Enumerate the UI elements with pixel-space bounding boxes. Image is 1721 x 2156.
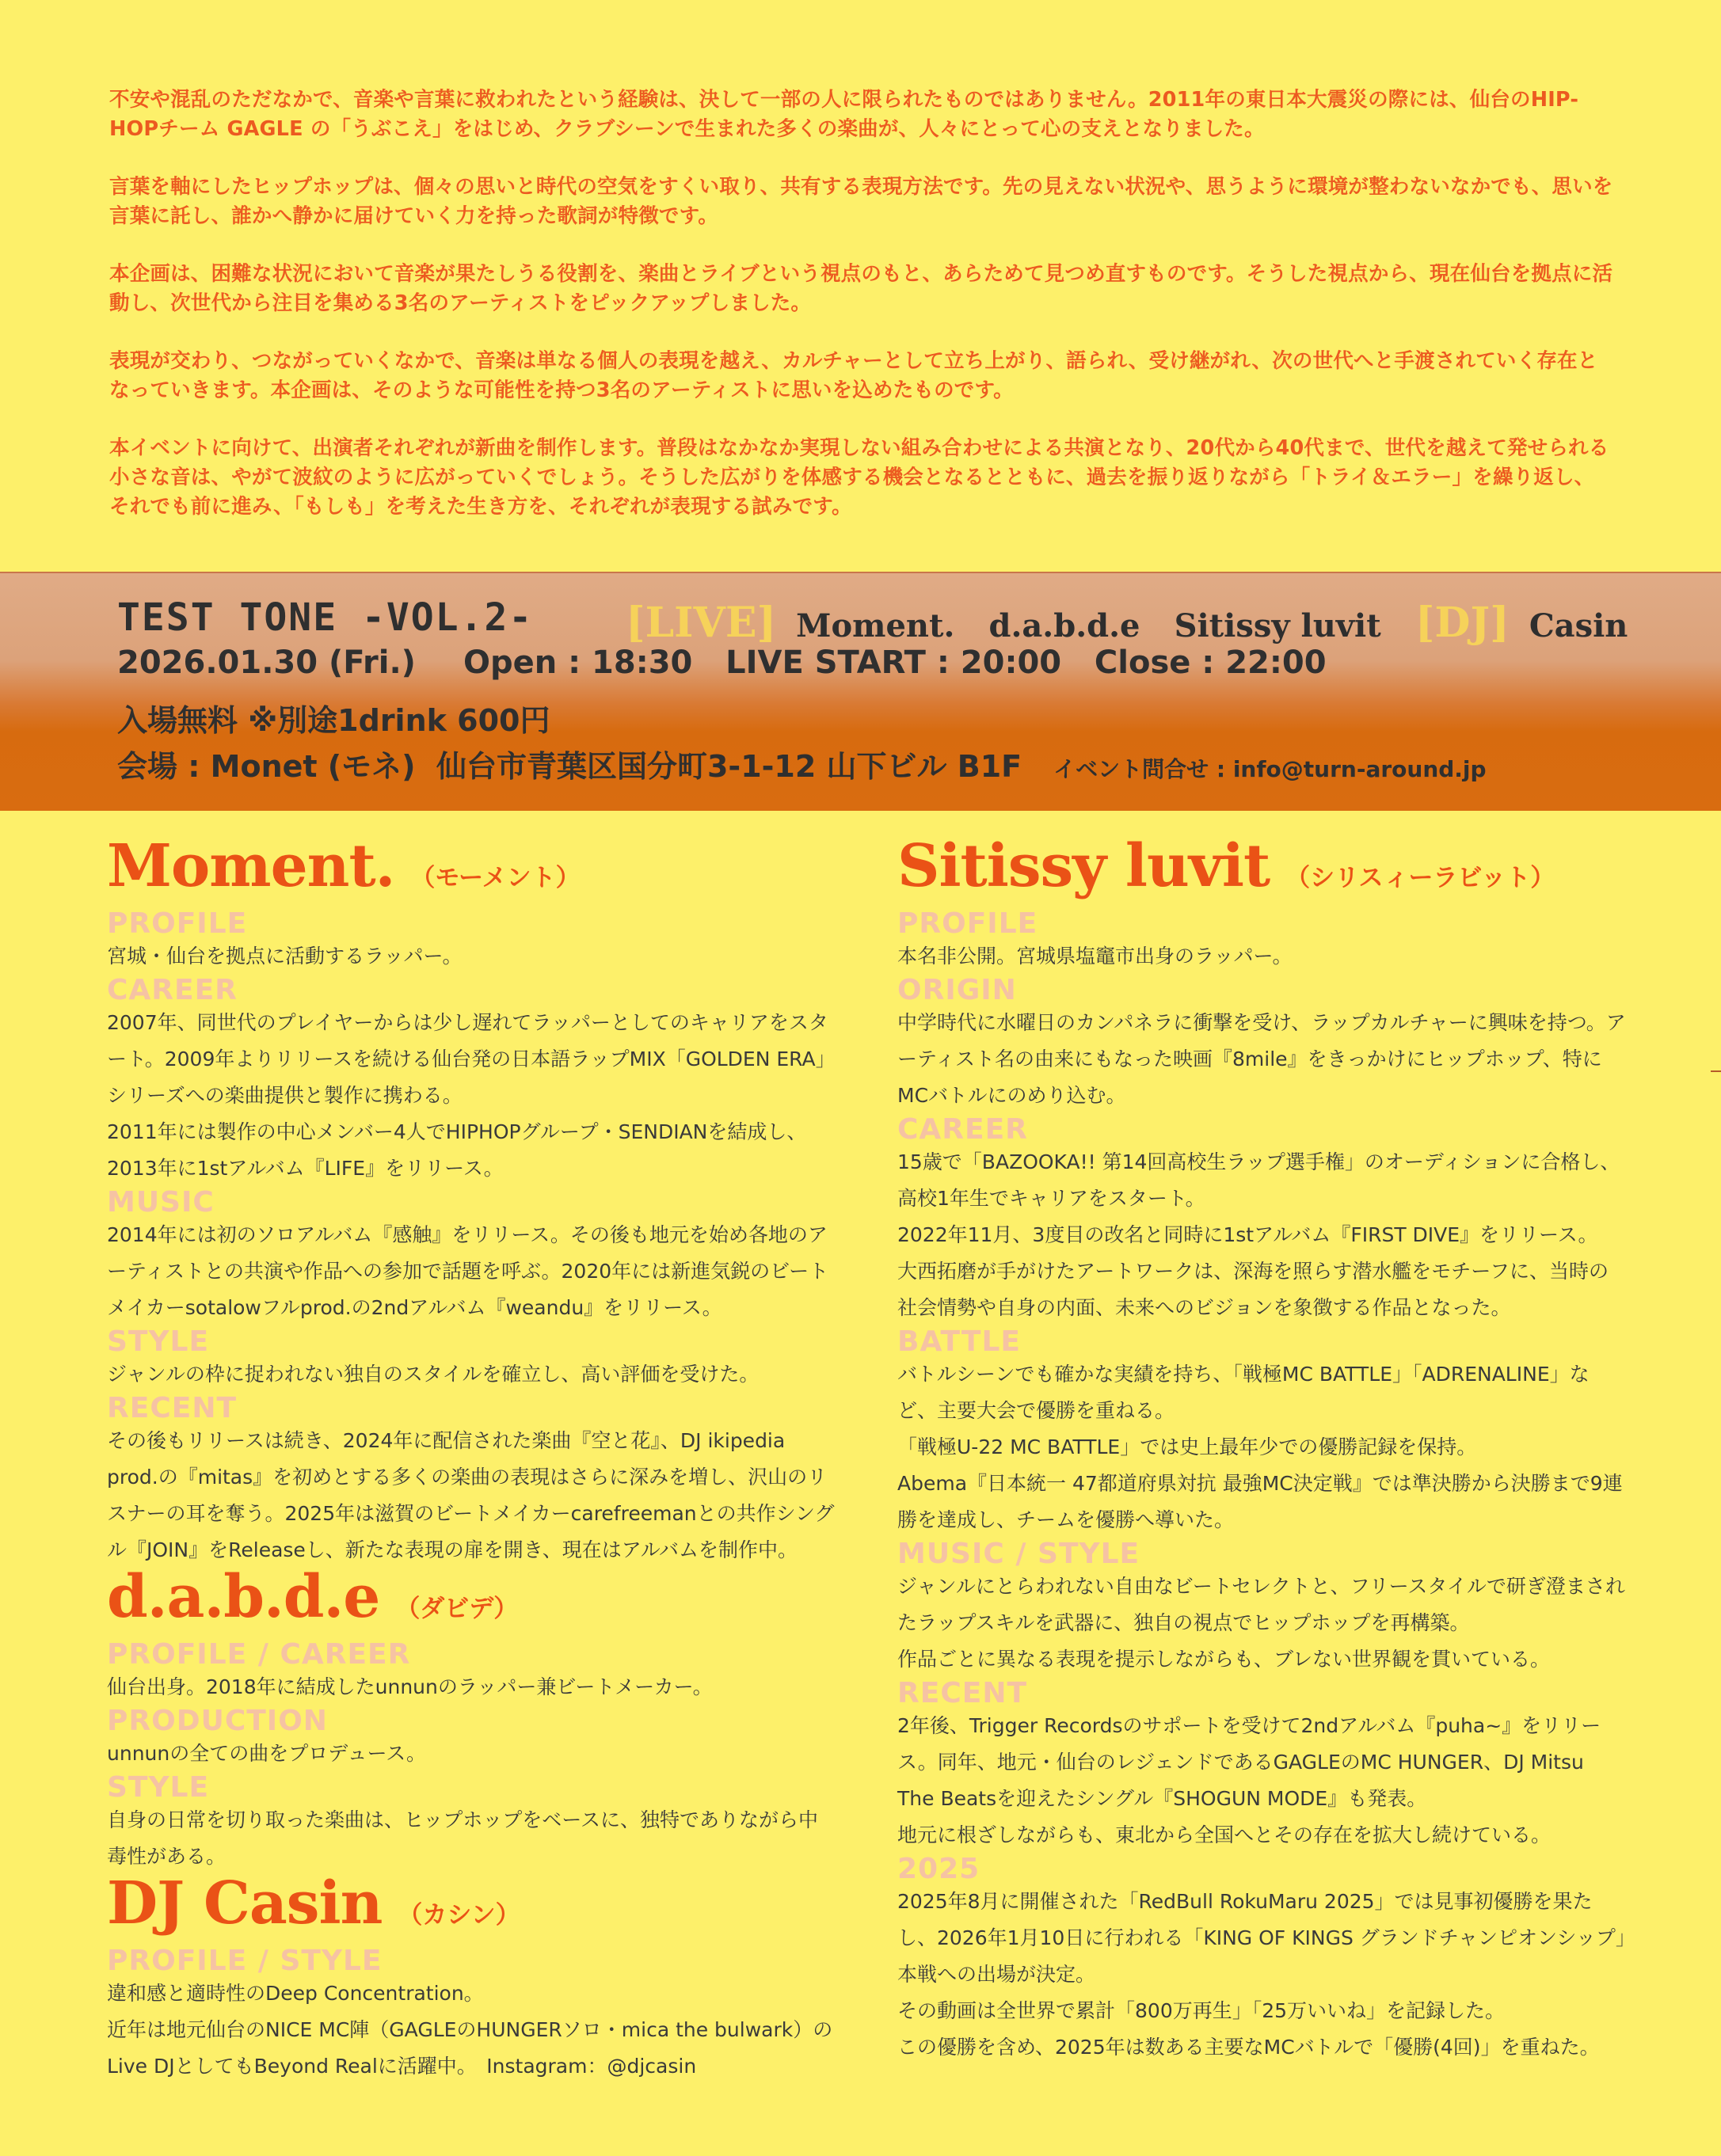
event-info-band bbox=[0, 572, 1721, 811]
section-text: 自身の日常を切り取った楽曲は、ヒップホップをベースに、独特でありながら中毒性がある。 bbox=[107, 1808, 819, 1868]
section-text: 2022年11月、3度目の改名と同時に1stアルバム『FIRST DIVE』をリリース。 bbox=[897, 1223, 1598, 1246]
event-venue: 会場 : Monet (モネ) 仙台市青葉区国分町3-1-12 山下ビル B1F bbox=[117, 749, 1022, 784]
artist-kana: （カシン） bbox=[398, 1901, 520, 1930]
section-label: PROFILE / CAREER bbox=[107, 1638, 411, 1671]
intro-paragraph: 表現が交わり、つながっていくなかで、音楽は単なる個人の表現を越え、カルチャーとして立ち上がり、語られ、受け継がれ、次の世代へと手渡されていく存在となっていきます。本企画は、そのような可能性を持つ3名のアーティストに思いを込めたものです。 bbox=[109, 349, 1598, 402]
section-text: 「戦極U-22 MC BATTLE」では史上最年少での優勝記録を保持。 bbox=[897, 1435, 1477, 1458]
event-date-row bbox=[117, 645, 1327, 681]
event-inquiry: イベント問合せ : info@turn-around.jp bbox=[1053, 756, 1487, 782]
section-text: Abema『日本統一 47都道府県対抗 最強MC決定戦』では準決勝から決勝まで9連勝を達成し、チームを優勝へ導いた。 bbox=[897, 1472, 1623, 1531]
section-label: BATTLE bbox=[897, 1325, 1021, 1358]
section-label: PROFILE bbox=[107, 907, 248, 940]
artist-heading-casin bbox=[107, 1869, 836, 1945]
section-text: 本名非公開。宮城県塩竈市出身のラッパー。 bbox=[897, 945, 1293, 968]
intro-paragraph: 本企画は、困難な状況において音楽が果たしうる役割を、楽曲とライブという視点のもと、あらためて見つめ直すものです。そうした視点から、現在仙台を拠点に活動し、次世代から注目を集める3名のアーティストをピックアップしました。 bbox=[109, 262, 1613, 315]
section-text: 15歳で「BAZOOKA!! 第14回高校生ラップ選手権」のオーディションに合格し、高校1年生でキャリアをスタート。 bbox=[897, 1150, 1620, 1210]
section-text: その動画は全世界で累計「800万再生」「25万いいね」を記録した。 bbox=[897, 1999, 1506, 2022]
section-text: 2007年、同世代のプレイヤーからは少し遅れてラッパーとしてのキャリアをスタート。2009年よりリリースを続ける仙台発の日本語ラップMIX「GOLDEN ERA」シリーズへの楽曲提供と製作に携わる。 bbox=[107, 1011, 836, 1107]
section-text: 大西拓磨が手がけたアートワークは、深海を照らす潜水艦をモチーフに、当時の社会情勢や自身の内面、未来へのビジョンを象徴する作品となった。 bbox=[897, 1260, 1609, 1319]
artist-heading-dabde bbox=[107, 1563, 836, 1639]
artist-name: Moment. bbox=[107, 832, 395, 900]
artist-name: d.a.b.d.e bbox=[107, 1563, 380, 1631]
artist-name: Sitissy luvit bbox=[897, 832, 1270, 900]
artist-heading-moment bbox=[107, 832, 836, 908]
left-column bbox=[107, 832, 836, 2085]
event-fee: 入場無料 ※別途1drink 600円 bbox=[117, 703, 550, 738]
section-label: ORIGIN bbox=[897, 974, 1017, 1006]
section-text: 中学時代に水曜日のカンパネラに衝撃を受け、ラップカルチャーに興味を持つ。アーティスト名の由来にもなった映画『8mile』をきっかけにヒップホップ、特にMCバトルにのめり込む。 bbox=[897, 1011, 1626, 1107]
section-text: 宮城・仙台を拠点に活動するラッパー。 bbox=[107, 945, 463, 968]
intro-paragraph: 不安や混乱のただなかで、音楽や言葉に救われたという経験は、決して一部の人に限られたものではありません。2011年の東日本大震災の際には、仙台のHIP-HOPチーム GAGLE の「うぶこえ」をはじめ、クラブシーンで生まれた多くの楽曲が、人々にとって心の支えとなりました。 bbox=[109, 88, 1579, 141]
section-text: ジャンルにとらわれない自由なビートセレクトと、フリースタイルで研ぎ澄まされたラップスキルを武器に、独自の視点でヒップホップを再構築。 bbox=[897, 1575, 1625, 1634]
section-text: 地元に根ざしながらも、東北から全国へとその存在を拡大し続けている。 bbox=[897, 1823, 1552, 1846]
section-text: この優勝を含め、2025年は数ある主要なMCバトルで「優勝(4回)」を重ねた。 bbox=[897, 2036, 1600, 2059]
section-label: MUSIC bbox=[107, 1186, 215, 1219]
section-label: STYLE bbox=[107, 1325, 210, 1358]
artist-heading-sitissy bbox=[897, 832, 1626, 908]
section-label: RECENT bbox=[107, 1392, 238, 1424]
section-text: 近年は地元仙台のNICE MC陣（GAGLEのHUNGERソロ・mica the bulwark）のLive DJとしてもBeyond Realに活躍中。 Instagram：@djcasin bbox=[107, 2018, 833, 2078]
section-label: MUSIC / STYLE bbox=[897, 1538, 1140, 1570]
live-act: Moment. bbox=[796, 607, 955, 645]
section-label: STYLE bbox=[107, 1771, 210, 1804]
event-date: 2026.01.30 (Fri.) bbox=[117, 645, 416, 681]
section-text: 仙台出身。2018年に結成したunnunのラッパー兼ビートメーカー。 bbox=[107, 1675, 713, 1698]
intro-text bbox=[109, 86, 1614, 550]
live-tag: [LIVE] bbox=[626, 599, 777, 647]
section-text: ジャンルの枠に捉われない独自のスタイルを確立し、高い評価を受けた。 bbox=[107, 1363, 760, 1386]
section-text: 2014年には初のソロアルバム『感触』をリリース。その後も地元を始め各地のアーティストとの共演や作品への参加で話題を呼ぶ。2020年には新進気鋭のビートメイカーsotalowフルprod.の2ndアルバム『weandu』をリリース。 bbox=[107, 1223, 829, 1319]
live-act: d.a.b.d.e bbox=[988, 607, 1140, 645]
artist-kana: （ダビデ） bbox=[395, 1595, 519, 1623]
section-text: 違和感と適時性のDeep Concentration。 bbox=[107, 1982, 484, 2005]
event-lineup bbox=[626, 599, 1628, 647]
dj-tag: [DJ] bbox=[1414, 599, 1510, 647]
section-label: 2025 bbox=[897, 1853, 980, 1885]
section-label: CAREER bbox=[107, 974, 238, 1006]
section-label: CAREER bbox=[897, 1113, 1028, 1146]
edge-tick-mark bbox=[1711, 1070, 1721, 1072]
intro-paragraph: 言葉を軸にしたヒップホップは、個々の思いと時代の空気をすくい取り、共有する表現方法です。先の見えない状況や、思うように環境が整わないなかでも、思いを言葉に託し、誰かへ静かに届けていく力を持った歌詞が特徴です。 bbox=[109, 175, 1613, 228]
section-text: 2年後、Trigger Recordsのサポートを受けて2ndアルバム『puha~』をリリース。同年、地元・仙台のレジェンドであるGAGLEのMC HUNGER、DJ Mitsu The Beatsを迎えたシングル『SHOGUN MODE』も発表。 bbox=[897, 1714, 1601, 1810]
section-label: RECENT bbox=[897, 1677, 1028, 1709]
section-label: PROFILE / STYLE bbox=[107, 1945, 383, 1977]
section-text: バトルシーンでも確かな実績を持ち、「戦極MC BATTLE」「ADRENALINE」など、主要大会で優勝を重ねる。 bbox=[897, 1363, 1590, 1422]
section-text: 2025年8月に開催された「RedBull RokuMaru 2025」では見事初優勝を果たし、2026年1月10日に行われる「KING OF KINGS グランドチャンピオンシップ」本戦への出場が決定。 bbox=[897, 1890, 1626, 1986]
artist-kana: （モーメント） bbox=[410, 864, 581, 892]
section-text: その後もリリースは続き、2024年に配信された楽曲『空と花』、DJ ikipedia prod.の『mitas』を初めとする多くの楽曲の表現はさらに深みを増し、沢山のリスナーの耳を奪う。2025年は滋賀のビートメイカーcarefreemanとの共作シングル『JOIN』をReleaseし、新たな表現の扉を開き、現在はアルバムを制作中。 bbox=[107, 1429, 835, 1561]
intro-paragraph: 本イベントに向けて、出演者それぞれが新曲を制作します。普段はなかなか実現しない組み合わせによる共演となり、20代から40代まで、世代を越えて発せられる小さな音は、やがて波紋のように広がっていくでしょう。そうした広がりを体感する機会となるとともに、過去を振り返りながら「トライ＆エラー」を繰り返し、それでも前に進み、「もしも」を考えた生き方を、それぞれが表現する試みです。 bbox=[109, 436, 1609, 519]
artist-kana: （シリスィーラビット） bbox=[1285, 864, 1555, 892]
artist-name: DJ Casin bbox=[107, 1869, 383, 1937]
section-text: 2011年には製作の中心メンバー4人でHIPHOPグループ・SENDIANを結成し、2013年に1stアルバム『LIFE』をリリース。 bbox=[107, 1120, 807, 1180]
right-column bbox=[897, 832, 1626, 2066]
section-label: PRODUCTION bbox=[107, 1705, 328, 1737]
section-label: PROFILE bbox=[897, 907, 1038, 940]
section-text: 作品ごとに異なる表現を提示しながらも、ブレない世界観を貫いている。 bbox=[897, 1648, 1551, 1671]
live-act: Sitissy luvit bbox=[1174, 607, 1381, 645]
section-text: unnunの全ての曲をプロデュース。 bbox=[107, 1742, 426, 1765]
event-venue-row bbox=[117, 742, 1487, 785]
event-times: Open : 18:30 LIVE START : 20:00 Close : 22:00 bbox=[463, 645, 1327, 681]
event-title: TEST TONE -VOL.2- bbox=[117, 595, 534, 640]
dj-act: Casin bbox=[1529, 607, 1628, 645]
